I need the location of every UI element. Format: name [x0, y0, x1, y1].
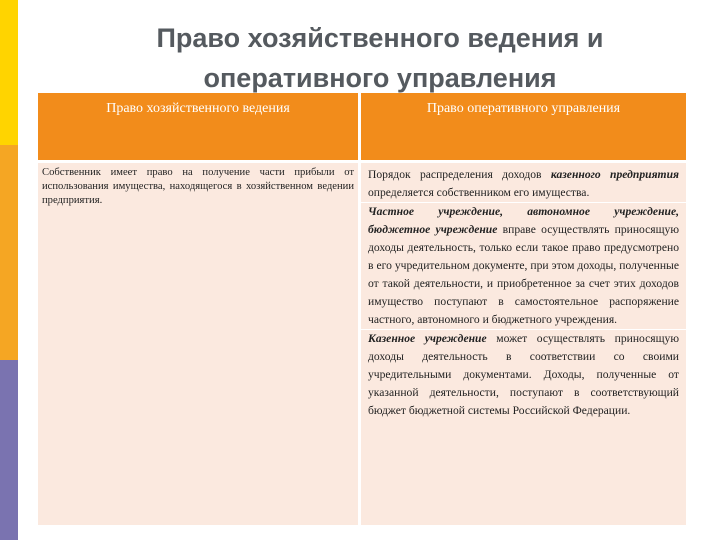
p1-emphasis: казенного предприятия	[550, 168, 679, 181]
p2-text: вправе осуществлять приносящую доходы деятельность, только если такое право предусмотрено в его учредительном документе, при этом доходы, полученные от такой деятельности, и приобретенное за счет этих доходов имущество поступают в самостоятельное распоряжение частного, автономного и бюджетного учреждения.	[368, 223, 679, 326]
slide-title	[40, 18, 720, 98]
p3-emphasis: Казенное учреждение	[368, 332, 487, 345]
p1-text-a: Порядок распределения доходов	[368, 168, 551, 181]
economic-management-text: Собственник имеет право на получение части прибыли от использования имущества, находящегося в хозяйственном ведении предприятия.	[42, 167, 354, 206]
header-economic-management: Право хозяйственного ведения	[38, 93, 358, 160]
p1-text-b: определяется собственником его имущества.	[368, 186, 590, 199]
comparison-table	[38, 93, 686, 525]
p2-emphasis: Частное учреждение, автономное учреждение, бюджетное учреждение	[368, 205, 679, 236]
paragraph-institutions	[361, 202, 686, 329]
cell-operational-management	[361, 163, 686, 525]
header-operational-management: Право оперативного управления	[361, 93, 686, 160]
title-line-2: оперативного управления	[203, 63, 557, 93]
accent-bar-purple	[0, 360, 18, 540]
paragraph-state-enterprise	[368, 166, 679, 202]
p3-text: может осуществлять приносящую доходы деятельность в соответствии со своими учредительными документами. Доходы, полученные от указанной деятельности, поступают в соответствующий бюджет бюджетной системы Российской Федерации.	[368, 332, 679, 417]
accent-bar-orange	[0, 145, 18, 360]
accent-bar-yellow	[0, 0, 18, 145]
paragraph-state-institution	[361, 329, 686, 420]
cell-economic-management	[38, 163, 358, 525]
title-line-1: Право хозяйственного ведения и	[156, 23, 604, 53]
